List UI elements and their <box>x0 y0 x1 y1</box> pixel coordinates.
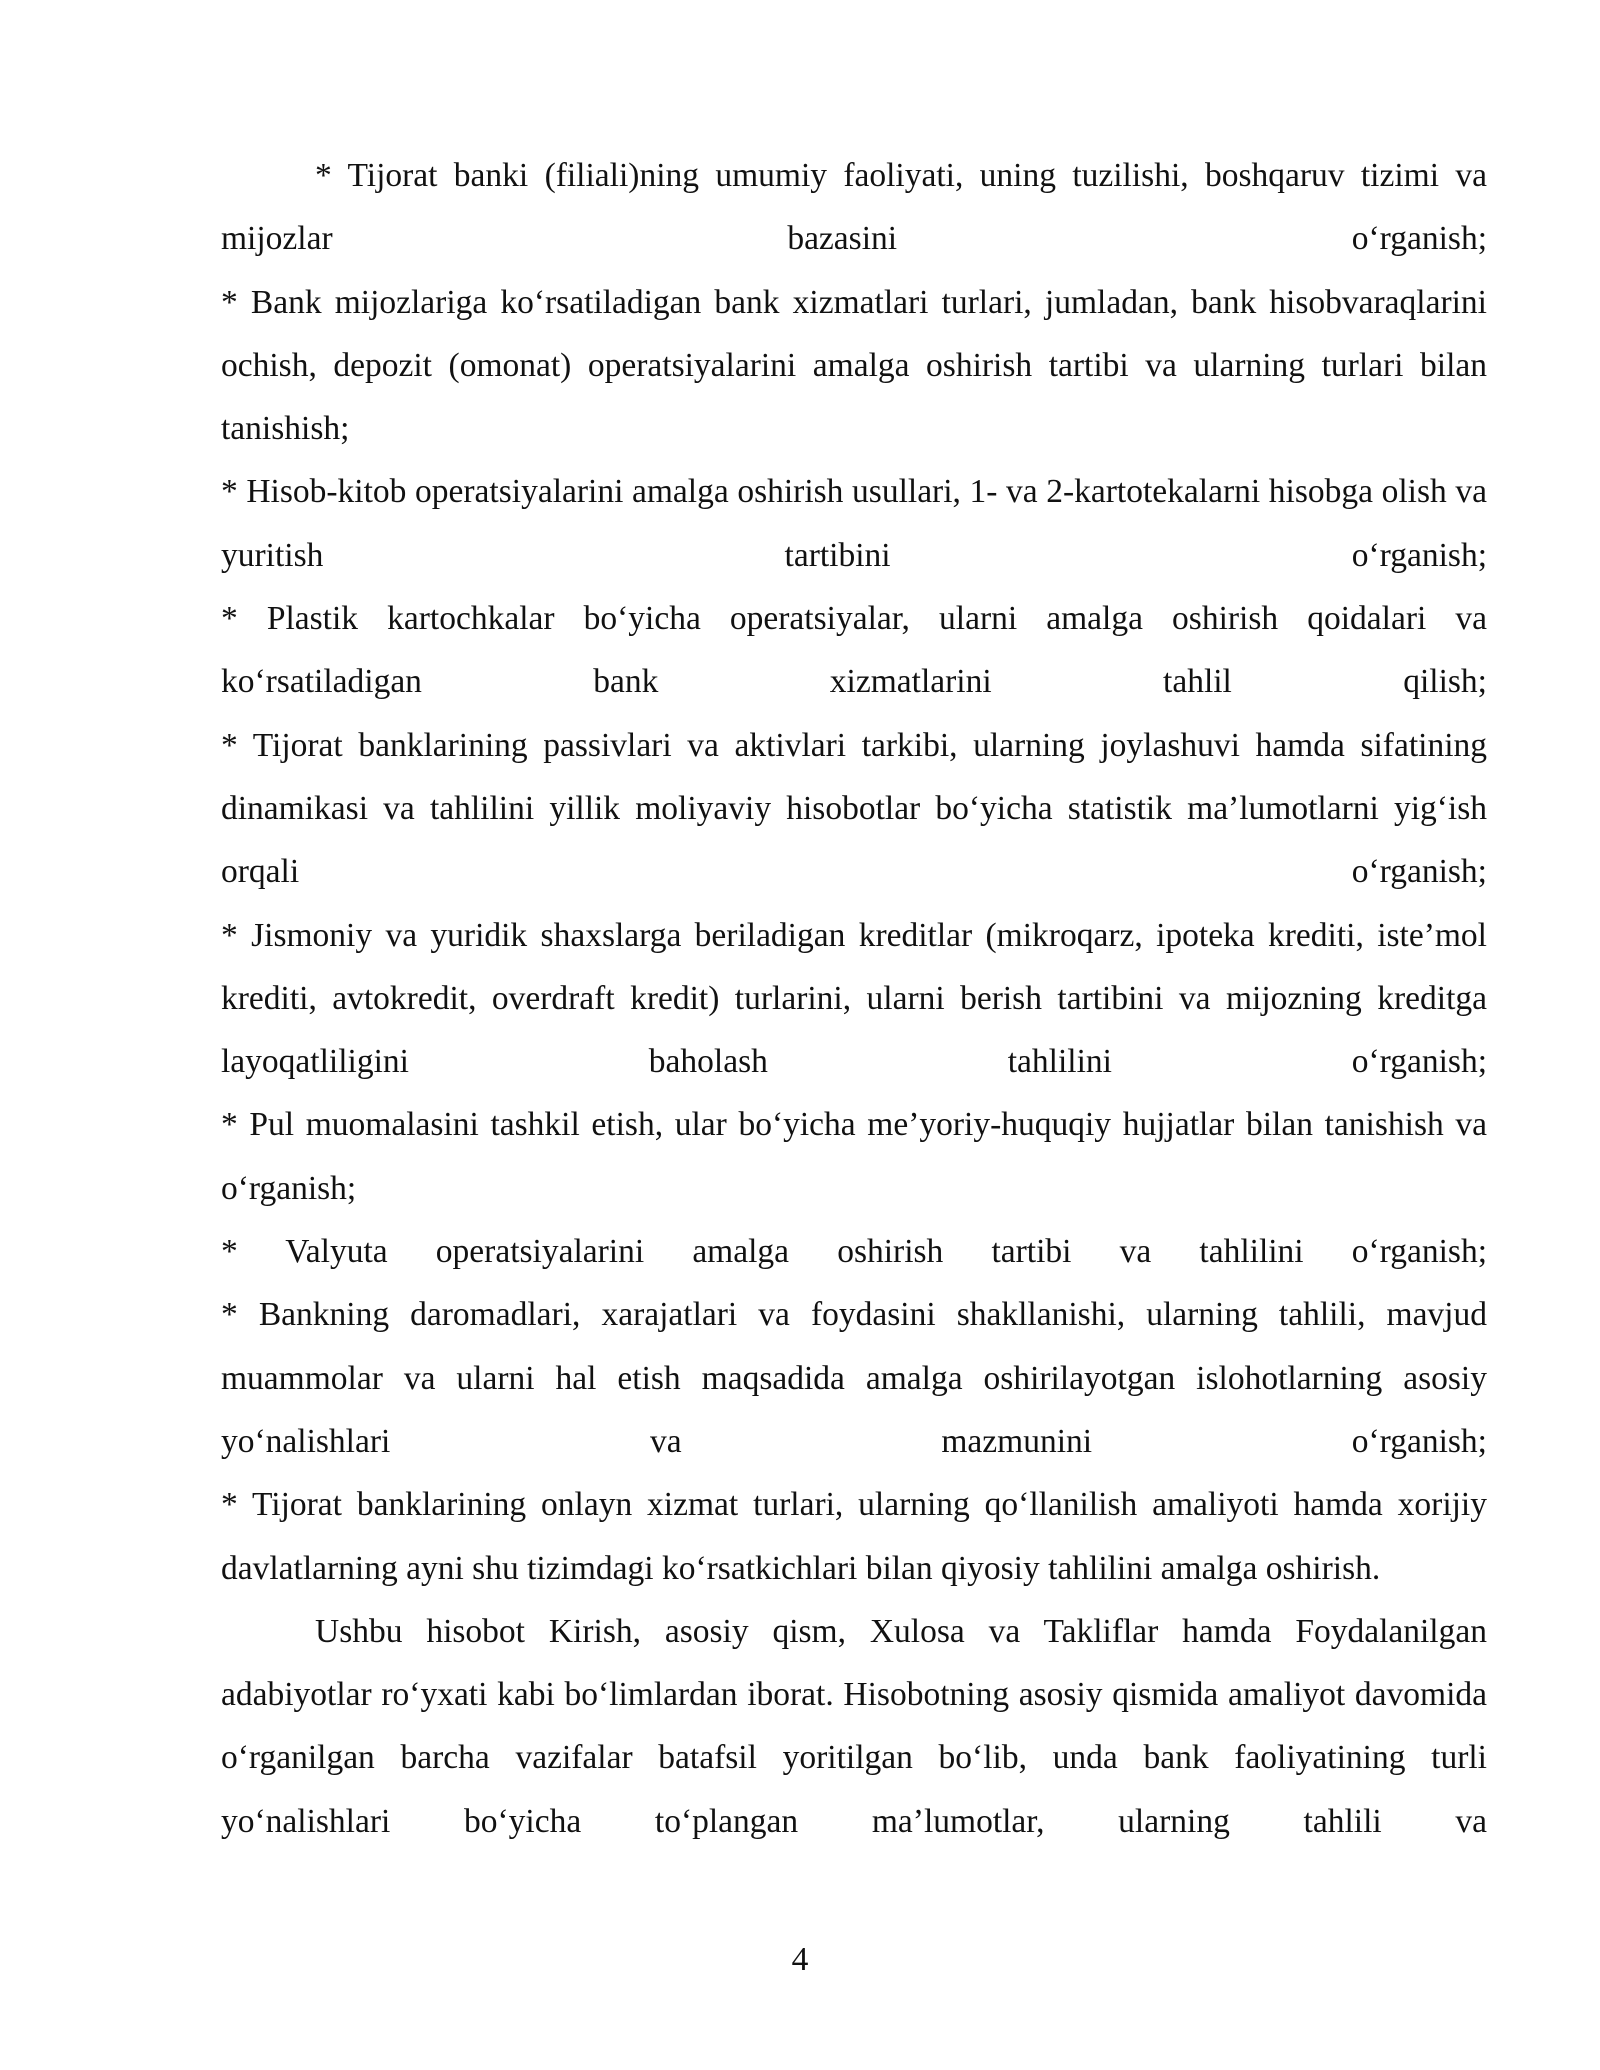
page-number: 4 <box>791 1941 809 1978</box>
closing-paragraph: Ushbu hisobot Kirish, asosiy qism, Xulosa va Takliflar hamda Foydalanilgan adabiyotlar ro‘yxati kabi bo‘limlardan iborat. Hisobotning asosiy qismida amaliyot davomida o‘rganilgan barcha vazifalar batafsil yoritilgan bo‘lib, unda bank faoliyatining turli yo‘nalishlari bo‘yicha to‘plangan ma’lumotlar, ularning tahlili va <box>221 1612 1487 1840</box>
document-body <box>221 144 1487 1853</box>
list-item: * Valyuta operatsiyalarini amalga oshirish tartibi va tahlilini o‘rganish; <box>221 1233 1487 1271</box>
list-item: * Tijorat banklarining onlayn xizmat turlari, ularning qo‘llanilish amaliyoti hamda xorijiy davlatlarning ayni shu tizimdagi ko‘rsatkichlari bilan qiyosiy tahlilini amalga oshirish. <box>221 1486 1487 1587</box>
list-item: * Pul muomalasini tashkil etish, ular bo‘yicha me’yoriy-huquqiy hujjatlar bilan tanishish va o‘rganish; <box>221 1106 1487 1207</box>
list-item: * Hisob-kitob operatsiyalarini amalga oshirish usullari, 1- va 2-kartotekalarni hisobga olish va yuritish tartibini o‘rganish; <box>221 473 1487 574</box>
list-item: * Bankning daromadlari, xarajatlari va foydasini shakllanishi, ularning tahlili, mavjud muammolar va ularni hal etish maqsadida amalga oshirilayotgan islohotlarning asosiy yo‘nalishlari va mazmunini o‘rganish; <box>221 1296 1487 1460</box>
list-item: * Tijorat banki (filiali)ning umumiy faoliyati, uning tuzilishi, boshqaruv tizimi va mijozlar bazasini o‘rganish; <box>221 157 1487 258</box>
list-item: * Tijorat banklarining passivlari va aktivlari tarkibi, ularning joylashuvi hamda sifatining dinamikasi va tahlilini yillik moliyaviy hisobotlar bo‘yicha statistik ma’lumotlarni yig‘ish orqali o‘rganish; <box>221 726 1487 891</box>
list-item: * Plastik kartochkalar bo‘yicha operatsiyalar, ularni amalga oshirish qoidalari va ko‘rsatiladigan bank xizmatlarini tahlil qilish; <box>221 600 1487 701</box>
list-item: * Bank mijozlariga ko‘rsatiladigan bank xizmatlari turlari, jumladan, bank hisobvaraqlarini ochish, depozit (omonat) operatsiyalarini amalga oshirish tartibi va ularning turlari bilan tanishish; <box>221 283 1487 448</box>
list-item: * Jismoniy va yuridik shaxslarga beriladigan kreditlar (mikroqarz, ipoteka krediti, iste’mol krediti, avtokredit, overdraft kredit) turlarini, ularni berish tartibini va mijozning kreditga layoqatliligini baholash tahlilini o‘rganish; <box>221 916 1487 1081</box>
